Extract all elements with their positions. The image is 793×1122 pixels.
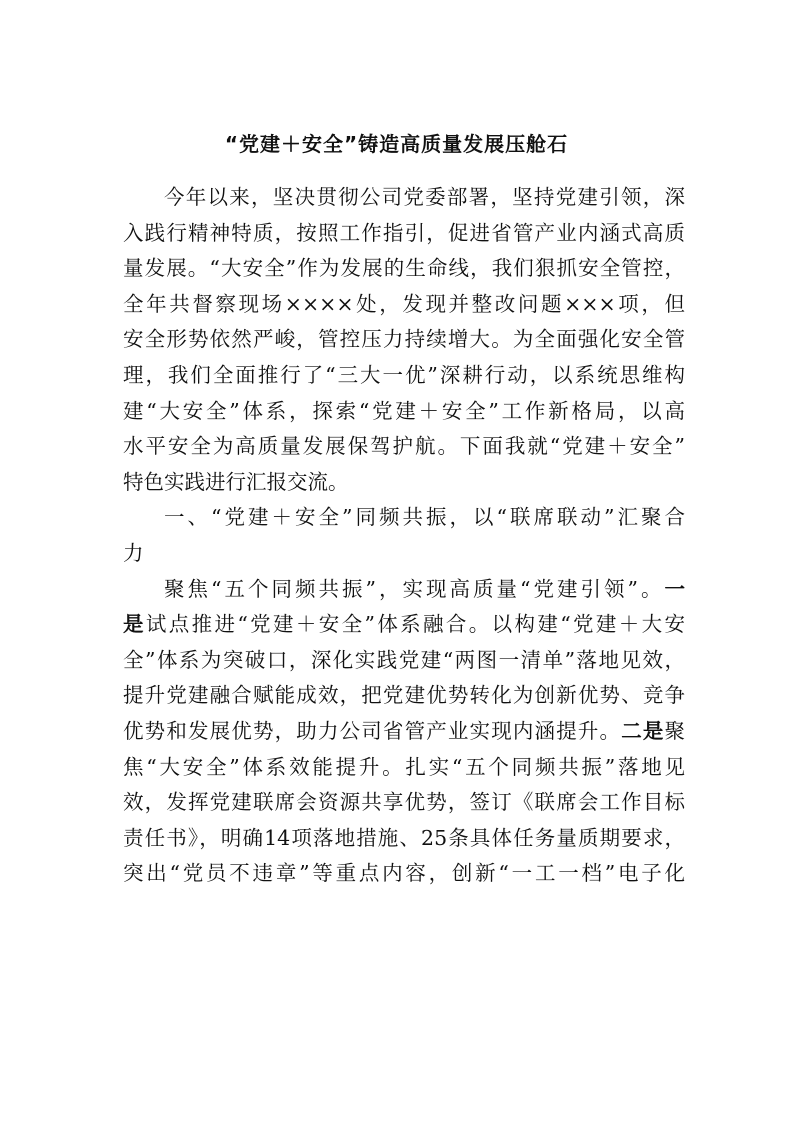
- text-line: 提升党建融合赋能成效，把党建优势转化为创新优势、竞争: [123, 683, 685, 708]
- text-line: 理，我们全面推行了“三大一优”深耕行动，以系统思维构: [123, 362, 685, 387]
- text-line: 是试点推进“党建＋安全”体系融合。以构建“党建＋大安: [123, 612, 685, 637]
- paragraph-section-1: [123, 572, 685, 892]
- text-line: 优势和发展优势，助力公司省管产业实现内涵提升。二是聚: [123, 718, 686, 743]
- text-line: 水平安全为高质量发展保驾护航。下面我就“党建＋安全”: [123, 434, 685, 459]
- bold-marker: 二是: [621, 718, 665, 743]
- paragraph-intro: [123, 180, 685, 500]
- text-line: 一、“党建＋安全”同频共振，以“联席联动”汇聚合: [164, 505, 685, 530]
- text-line: 全”体系为突破口，深化实践党建“两图一清单”落地见效，: [123, 647, 685, 672]
- section-heading-1: [123, 500, 685, 571]
- text-line: 入践行精神特质，按照工作指引，促进省管产业内涵式高质: [123, 220, 685, 245]
- document-title: “党建＋安全”铸造高质量发展压舱石: [224, 132, 569, 156]
- bold-marker: 一: [664, 576, 685, 601]
- text-line: 特色实践进行汇报交流。: [123, 469, 349, 494]
- text-line: 量发展。“大安全”作为发展的生命线，我们狠抓安全管控，: [123, 256, 685, 281]
- text-line: 今年以来，坚决贯彻公司党委部署，坚持党建引领，深: [164, 185, 685, 209]
- text-line: 聚焦“五个同频共振”，实现高质量“党建引领”。一: [164, 576, 685, 601]
- text-line: 责任书》，明确14项落地措施、25条具体任务量质期要求，: [123, 825, 685, 850]
- text-line: 焦“大安全”体系效能提升。扎实“五个同频共振”落地见: [123, 754, 685, 779]
- text-line: 建“大安全”体系，探索“党建＋安全”工作新格局，以高: [123, 398, 685, 423]
- bold-marker: 是: [123, 612, 146, 637]
- text-line: 全年共督察现场××××处，发现并整改问题×××项，但: [123, 291, 685, 316]
- document-body: [123, 180, 685, 892]
- text-line: 突出“党员不违章”等重点内容，创新“一工一档”电子化: [123, 861, 685, 886]
- text-line: 安全形势依然严峻，管控压力持续增大。为全面强化安全管: [123, 327, 685, 352]
- text-line: 效，发挥党建联席会资源共享优势，签订《联席会工作目标: [123, 790, 685, 815]
- text-line: 力: [123, 540, 144, 565]
